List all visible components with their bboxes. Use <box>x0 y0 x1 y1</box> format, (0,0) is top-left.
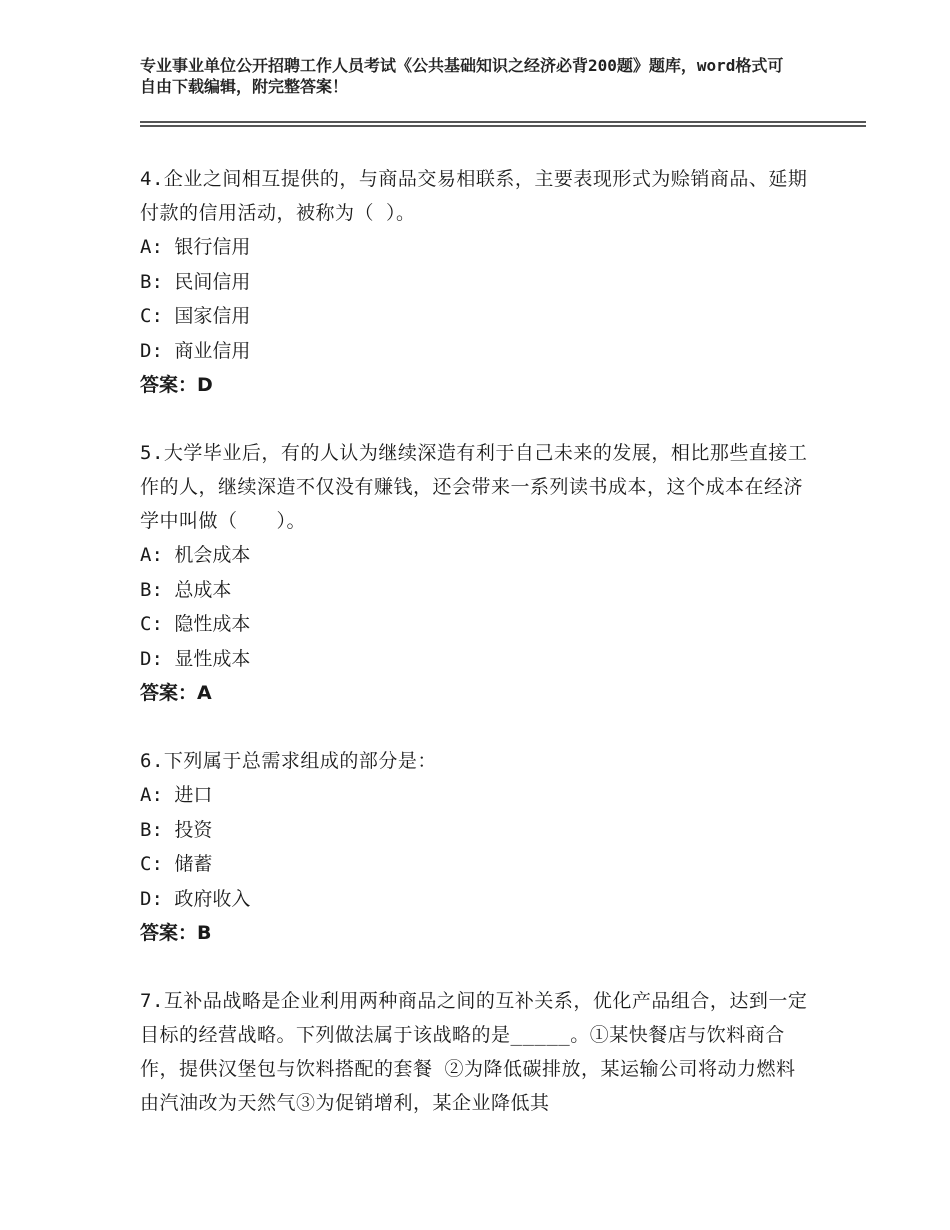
question-text: 5.大学毕业后，有的人认为继续深造有利于自己未来的发展，相比那些直接工作的人，继续深造不仅没有赚钱，还会带来一系列读书成本，这个成本在经济学中叫做（ ）。 <box>140 442 808 532</box>
answer-label: 答案：D <box>140 374 213 396</box>
option-b: B: 投资 <box>140 818 213 841</box>
question-7 <box>140 984 810 1120</box>
header-rule-bottom <box>140 125 866 127</box>
question-text: 7.互补品战略是企业利用两种商品之间的互补关系，优化产品组合，达到一定目标的经营战略。下列做法属于该战略的是_____。①某快餐店与饮料商合作，提供汉堡包与饮料搭配的套餐 ②为降低碳排放，某运输公司将动力燃料由汽油改为天然气③为促销增利，某企业降低其 <box>140 990 808 1114</box>
option-c: C: 隐性成本 <box>140 613 251 635</box>
option-d: D: 显性成本 <box>140 647 251 670</box>
option-a: A: 机会成本 <box>140 544 251 566</box>
option-c: C: 储蓄 <box>140 853 213 875</box>
question-6 <box>140 744 810 950</box>
option-b: B: 民间信用 <box>140 270 251 293</box>
option-a: A: 银行信用 <box>140 236 251 258</box>
answer-label: 答案：A <box>140 682 212 704</box>
question-text: 6.下列属于总需求组成的部分是： <box>140 750 437 772</box>
document-header: 专业事业单位公开招聘工作人员考试《公共基础知识之经济必背200题》题库，word格式可自由下载编辑，附完整答案！ <box>140 56 784 96</box>
question-text: 4.企业之间相互提供的，与商品交易相联系，主要表现形式为赊销商品、延期付款的信用活动，被称为（ ）。 <box>140 168 808 224</box>
option-a: A: 进口 <box>140 784 213 806</box>
question-4 <box>140 162 810 402</box>
question-5 <box>140 436 810 710</box>
option-b: B: 总成本 <box>140 578 232 601</box>
header-rule-top <box>140 121 866 123</box>
answer-label: 答案：B <box>140 922 212 944</box>
option-c: C: 国家信用 <box>140 305 251 327</box>
question-list <box>140 162 810 1120</box>
option-d: D: 商业信用 <box>140 339 251 362</box>
option-d: D: 政府收入 <box>140 887 251 910</box>
